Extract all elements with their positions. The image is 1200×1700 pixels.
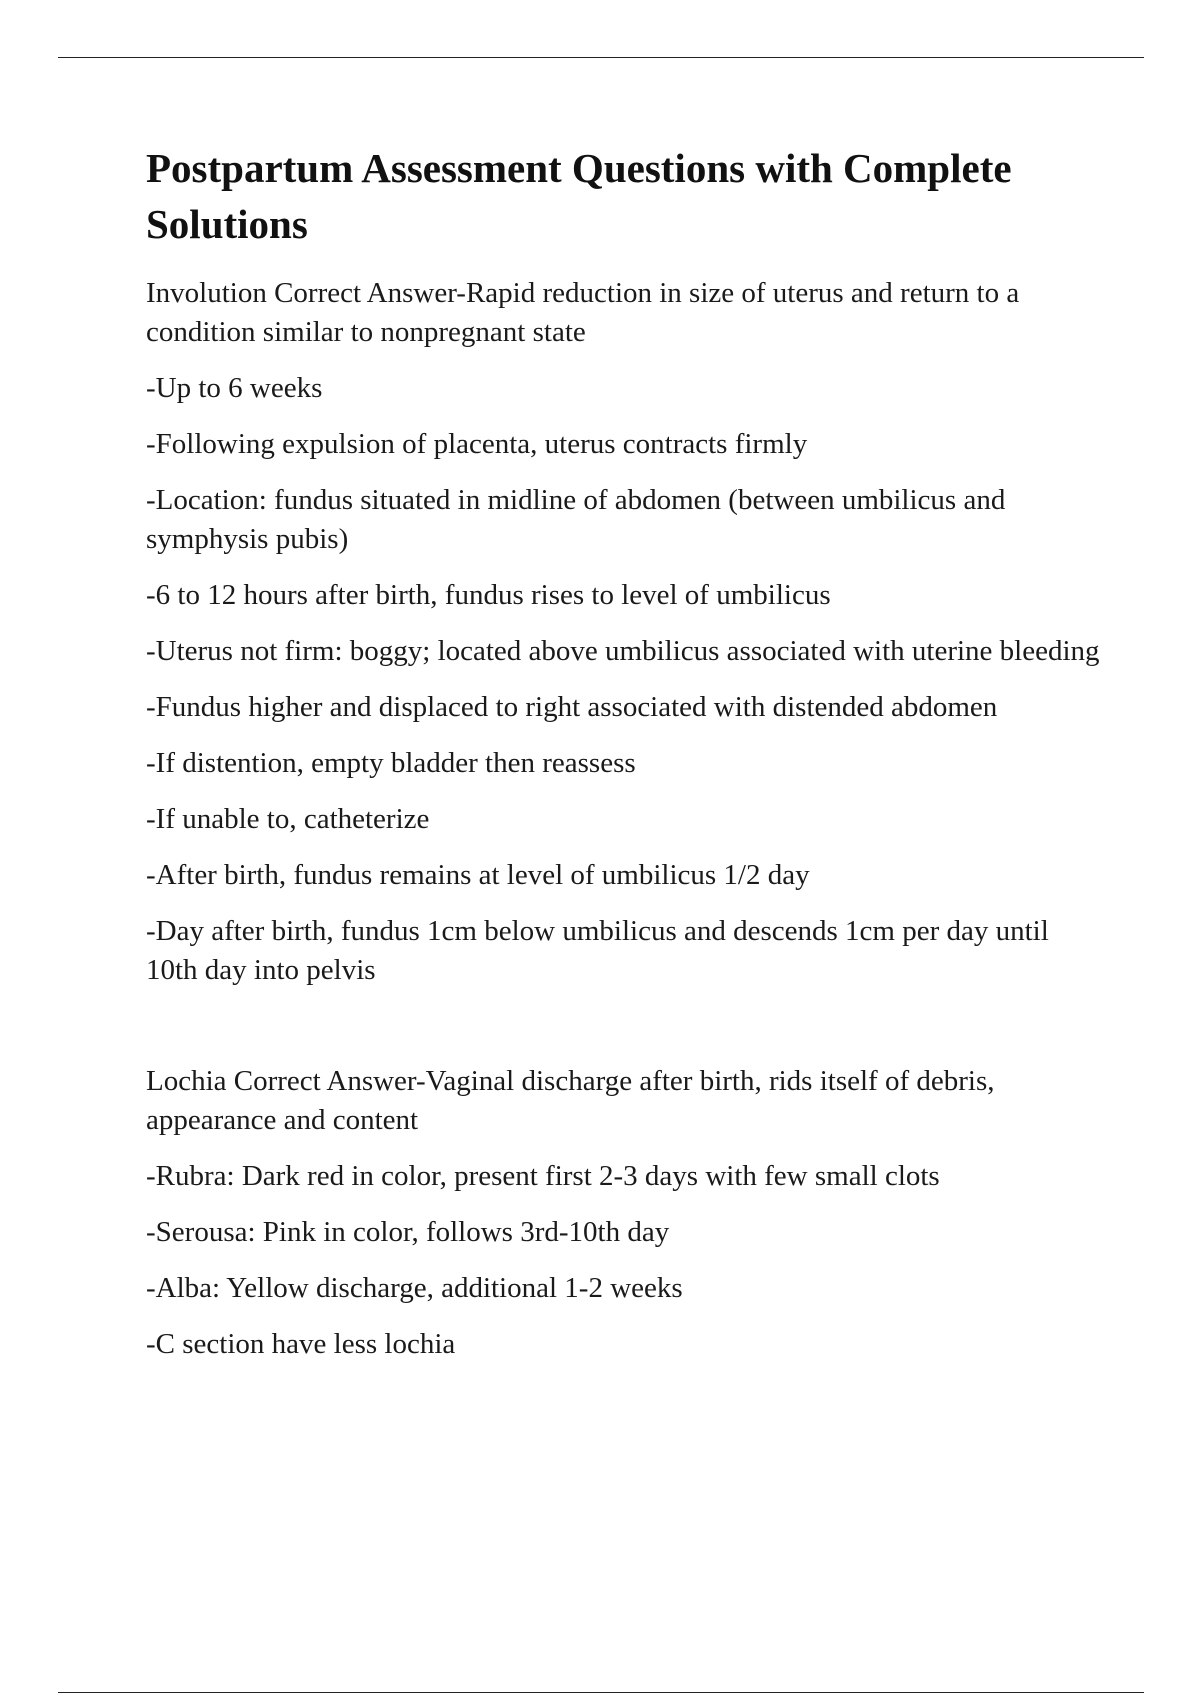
paragraph: -After birth, fundus remains at level of umbilicus 1/2 day (146, 859, 810, 891)
bottom-rule (58, 1692, 1144, 1693)
paragraph: -Fundus higher and displaced to right associated with distended abdomen (146, 691, 998, 723)
section-involution (146, 274, 1106, 990)
paragraph: -Location: fundus situated in midline of abdomen (between umbilicus and symphysis pubis) (146, 484, 1006, 555)
paragraph: -If unable to, catheterize (146, 803, 430, 835)
paragraph: -If distention, empty bladder then reassess (146, 747, 636, 779)
document-title: Postpartum Assessment Questions with Complete Solutions (146, 145, 1012, 247)
paragraph: Involution Correct Answer-Rapid reduction in size of uterus and return to a condition similar to nonpregnant state (146, 277, 1020, 348)
top-rule (58, 57, 1144, 58)
paragraph: -Up to 6 weeks (146, 372, 323, 404)
paragraph: -Day after birth, fundus 1cm below umbilicus and descends 1cm per day until 10th day into pelvis (146, 915, 1049, 986)
paragraph: -C section have less lochia (146, 1328, 456, 1360)
paragraph: -Rubra: Dark red in color, present first 2-3 days with few small clots (146, 1160, 940, 1192)
paragraph: -Serousa: Pink in color, follows 3rd-10th day (146, 1216, 670, 1248)
section-lochia (146, 1062, 1106, 1364)
paragraph: -Alba: Yellow discharge, additional 1-2 weeks (146, 1272, 683, 1304)
paragraph: -6 to 12 hours after birth, fundus rises to level of umbilicus (146, 579, 831, 611)
section-spacer (146, 1007, 1106, 1062)
paragraph: Lochia Correct Answer-Vaginal discharge after birth, rids itself of debris, appearance and content (146, 1065, 995, 1136)
document-body (146, 140, 1106, 1381)
paragraph: -Uterus not firm: boggy; located above umbilicus associated with uterine bleeding (146, 635, 1100, 667)
paragraph: -Following expulsion of placenta, uterus contracts firmly (146, 428, 808, 460)
